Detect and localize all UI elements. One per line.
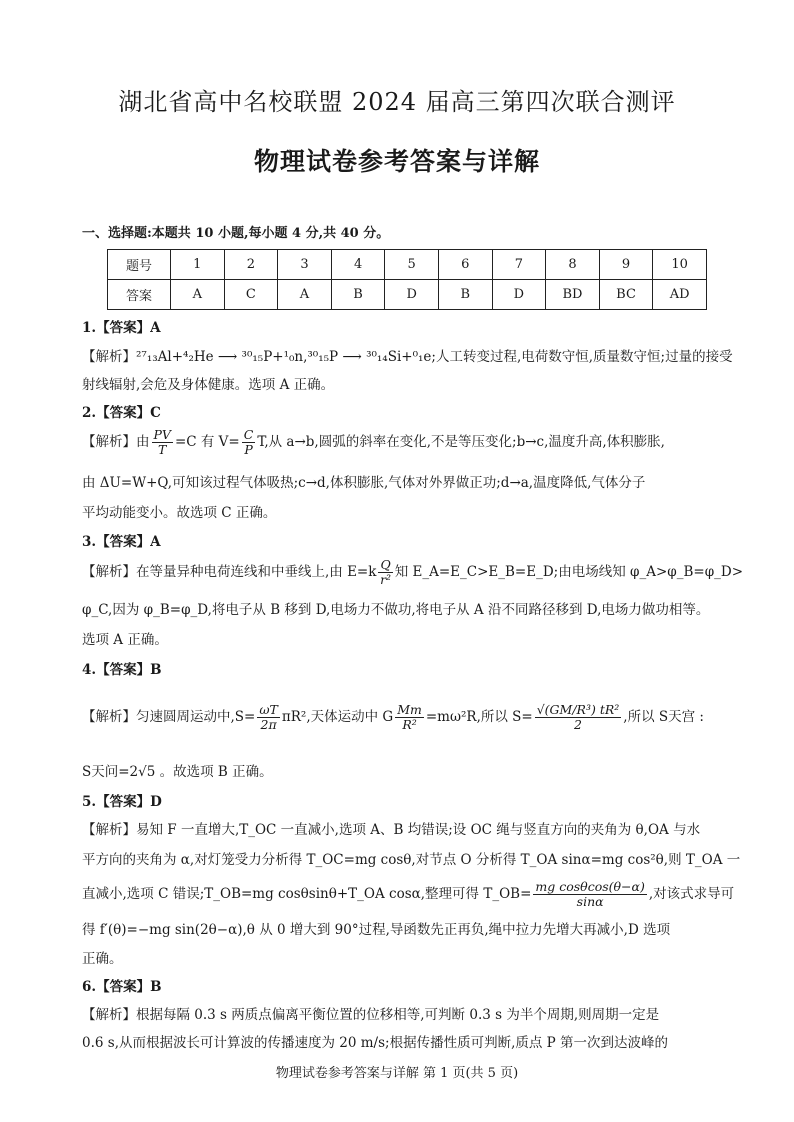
- q4-fraction: [395, 703, 424, 732]
- table-cell: 4: [331, 250, 385, 280]
- table-cell: 2: [224, 250, 278, 280]
- q1-explanation-line: 【解析】²⁷₁₃Al+⁴₂He ⟶ ³⁰₁₅P+¹₀n,³⁰₁₅P ⟶ ³⁰₁₄Si+⁰₁e;人工转变过程,电荷数守恒,质量数守恒;过量的接受: [82, 349, 733, 365]
- table-cell: B: [438, 280, 492, 310]
- answer-table: [107, 249, 707, 310]
- q5-fraction: [533, 880, 646, 909]
- q5-answer: 5.【答案】D: [82, 794, 162, 810]
- table-cell: BC: [599, 280, 653, 310]
- q4-text: πR²,天体运动中 G: [281, 709, 394, 725]
- fraction-numerator: PV: [153, 427, 171, 442]
- q2-explanation-line: [82, 428, 714, 457]
- q5-explanation-line: 【解析】易知 F 一直增大,T_OC 一直减小,选项 A、B 均错误;设 OC 绳与竖直方向的夹角为 θ,OA 与水: [82, 822, 701, 838]
- q4-text: =mω²R,所以 S=: [425, 709, 533, 725]
- q1-answer: 1.【答案】A: [82, 320, 161, 336]
- table-cell: 5: [385, 250, 439, 280]
- table-cell: A: [278, 280, 332, 310]
- q5-explanation-line: 正确。: [82, 951, 123, 967]
- table-row-answers: [108, 280, 707, 310]
- q2-fraction: [152, 428, 173, 457]
- fraction-denominator: r²: [380, 572, 392, 587]
- fraction-denominator: 2π: [260, 717, 277, 732]
- q4-text: ,所以 S天宫 :: [623, 709, 704, 725]
- table-cell: B: [331, 280, 385, 310]
- q4-answer: 4.【答案】B: [82, 662, 162, 678]
- fraction-numerator: ωT: [259, 702, 278, 717]
- q2-fraction: [242, 428, 256, 457]
- q4-explanation-line: S天问=2√5 。故选项 B 正确。: [82, 764, 273, 780]
- table-cell: 6: [438, 250, 492, 280]
- fraction-denominator: P: [244, 442, 253, 457]
- table-cell: 9: [599, 250, 653, 280]
- table-cell: 8: [546, 250, 600, 280]
- table-cell: 7: [492, 250, 546, 280]
- fraction-denominator: 2: [574, 717, 582, 732]
- fraction-numerator: Q: [380, 557, 391, 572]
- table-cell: AD: [653, 280, 707, 310]
- q6-explanation-line: 0.6 s,从而根据波长可计算波的传播速度为 20 m/s;根据传播性质可判断,质点 P 第一次到达波峰的: [82, 1035, 669, 1051]
- q2-text: =C 有 V=: [174, 434, 240, 450]
- fraction-numerator: C: [243, 427, 254, 442]
- q5-explanation-line: [82, 879, 735, 909]
- table-cell: 3: [278, 250, 332, 280]
- section-heading: 一、选择题:本题共 10 小题,每小题 4 分,共 40 分。: [82, 226, 390, 241]
- q3-fraction: [378, 558, 392, 587]
- fraction-numerator: √(GM/R³) tR²: [536, 702, 620, 717]
- q6-explanation-line: 【解析】根据每隔 0.3 s 两质点偏离平衡位置的位移相等,可判断 0.3 s 为半个周期,则周期一定是: [82, 1007, 660, 1023]
- q3-explanation-line: 选项 A 正确。: [82, 632, 168, 648]
- q4-fraction: [535, 703, 622, 732]
- q5-text: 直减小,选项 C 错误;T_OB=mg cosθsinθ+T_OA cosα,整理可得 T_OB=: [82, 886, 532, 902]
- table-cell: 1: [171, 250, 225, 280]
- q3-text: 【解析】在等量异种电荷连线和中垂线上,由 E=k: [82, 564, 377, 580]
- q6-answer: 6.【答案】B: [82, 979, 162, 995]
- q3-answer: 3.【答案】A: [82, 534, 161, 550]
- table-cell: A: [171, 280, 225, 310]
- fraction-numerator: mg cosθcos(θ−α): [535, 879, 645, 894]
- table-header-cell: 答案: [108, 280, 171, 310]
- q5-text: ,对该式求导可: [648, 886, 735, 902]
- q3-explanation-line: [82, 557, 744, 587]
- q4-explanation-line: [82, 703, 714, 732]
- q5-explanation-line: 得 f′(θ)=−mg sin(2θ−α),θ 从 0 增大到 90°过程,导函数先正再负,绳中拉力先增大再减小,D 选项: [82, 922, 671, 938]
- q2-explanation-line: 由 ΔU=W+Q,可知该过程气体吸热;c→d,体积膨胀,气体对外界做正功;d→a,温度降低,气体分子: [82, 475, 646, 491]
- fraction-numerator: Mm: [397, 702, 422, 717]
- page-footer: 物理试卷参考答案与详解 第 1 页(共 5 页): [275, 1066, 519, 1081]
- q3-text: 知 E_A=E_C>E_B=E_D;由电场线知 φ_A>φ_B=φ_D>: [394, 564, 744, 580]
- table-cell: C: [224, 280, 278, 310]
- q4-fraction: [257, 703, 280, 732]
- table-row-numbers: [108, 250, 707, 280]
- fraction-denominator: sinα: [576, 894, 604, 909]
- table-cell: D: [492, 280, 546, 310]
- q3-explanation-line: φ_C,因为 φ_B=φ_D,将电子从 B 移到 D,电场力不做功,将电子从 A 沿不同路径移到 D,电场力做功相等。: [82, 602, 710, 618]
- page-subtitle: 物理试卷参考答案与详解: [253, 147, 540, 176]
- table-cell: 10: [653, 250, 707, 280]
- table-cell: D: [385, 280, 439, 310]
- q2-text: T,从 a→b,圆弧的斜率在变化,不是等压变化;b→c,温度升高,体积膨胀,: [257, 434, 665, 450]
- table-cell: BD: [546, 280, 600, 310]
- q5-explanation-line: 平方向的夹角为 α,对灯笼受力分析得 T_OC=mg cosθ,对节点 O 分析得 T_OA sinα=mg cos²θ,则 T_OA 一: [82, 852, 741, 868]
- fraction-denominator: R²: [402, 717, 417, 732]
- fraction-denominator: T: [158, 442, 167, 457]
- table-header-cell: 题号: [108, 250, 171, 280]
- q1-explanation-line: 射线辐射,会危及身体健康。选项 A 正确。: [82, 377, 335, 393]
- page-title: 湖北省高中名校联盟 2024 届高三第四次联合测评: [118, 88, 676, 116]
- q2-text: 【解析】由: [82, 434, 150, 450]
- q2-explanation-line: 平均动能变小。故选项 C 正确。: [82, 505, 277, 521]
- q4-text: 【解析】匀速圆周运动中,S=: [82, 709, 256, 725]
- q2-answer: 2.【答案】C: [82, 405, 161, 421]
